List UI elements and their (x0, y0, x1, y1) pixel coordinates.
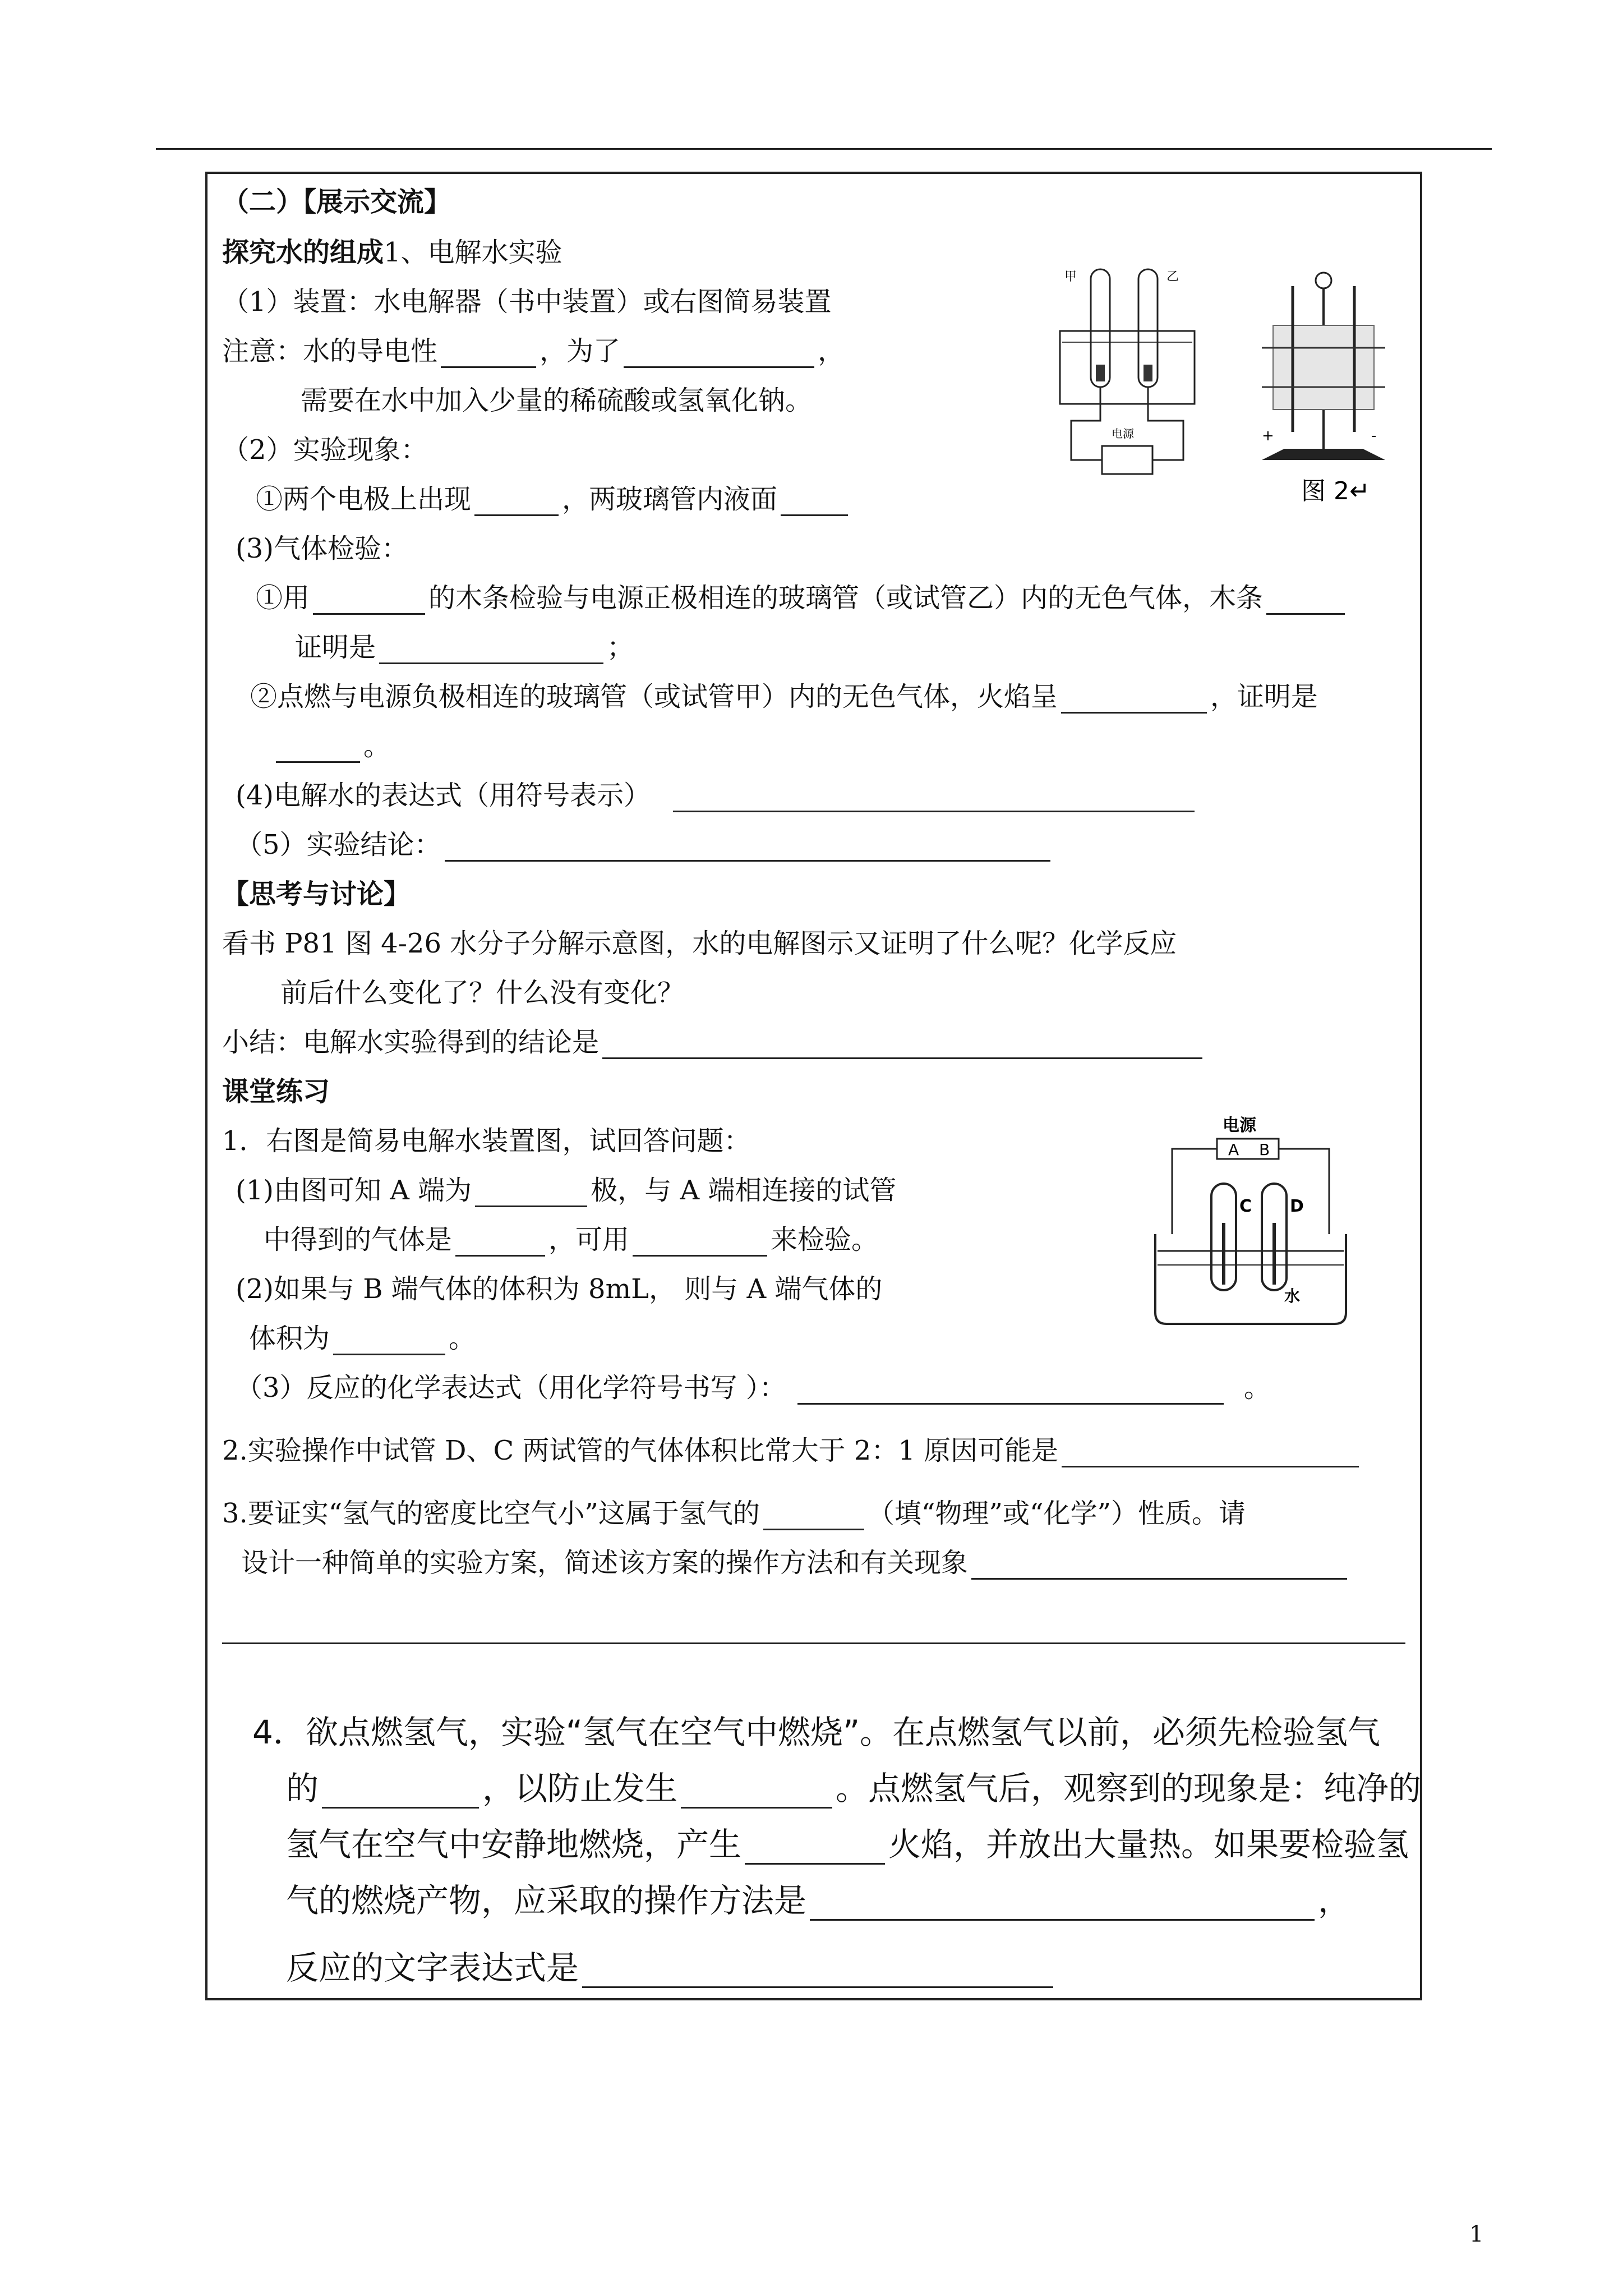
question-1: 1．右图是简易电解水装置图，试回答问题： (222, 1125, 751, 1157)
header-rule (156, 148, 1492, 150)
conclusion-line: （5）实验结论： (236, 828, 1054, 862)
think-title: 【思考与讨论】 (222, 878, 411, 910)
page-number: 1 (1469, 2221, 1484, 2247)
question-4d: 气的燃烧产物，应采取的操作方法是 ， (286, 1881, 1351, 1920)
svg-text:+: + (1262, 427, 1274, 444)
note-line-2: 需要在水中加入少量的稀硫酸或氢氧化钠。 (301, 385, 813, 416)
gas-test-1-proof: 证明是 ； (295, 632, 634, 663)
question-1-1: (1)由图可知 A 端为 极，与 A 端相连接的试管 (236, 1175, 897, 1206)
question-3b: 设计一种简单的实验方案，简述该方案的操作方法和有关现象 (241, 1546, 1350, 1580)
question-1-2: (2)如果与 B 端气体的体积为 8mL， 则与 A 端气体的 (236, 1273, 883, 1305)
phenomenon-1: ①两个电极上出现 ，两玻璃管内液面 (256, 482, 851, 516)
device-line: （1）装置：水电解器（书中装置）或右图简易装置 (222, 286, 832, 318)
question-2: 2.实验操作中试管 D、C 两试管的气体体积比常大于 2：1 原因可能是 (222, 1434, 1362, 1467)
question-4c: 氢气在空气中安静地燃烧，产生 火焰，并放出大量热。如果要检验氢 (286, 1825, 1409, 1864)
simple-apparatus-figure (1251, 264, 1396, 516)
svg-text:电源: 电源 (1223, 1116, 1256, 1135)
experiment-title: 探究水的组成1、电解水实验 (222, 237, 562, 268)
phenomenon-title: （2）实验现象： (222, 434, 428, 466)
think-line-1: 看书 P81 图 4-26 水分子分解示意图，水的电解图示又证明了什么呢？化学反应 (222, 928, 1177, 959)
svg-text:电源: 电源 (1112, 427, 1134, 440)
question-1-1b: 中得到的气体是 ，可用 来检验。 (264, 1224, 879, 1255)
svg-text:-: - (1371, 427, 1377, 444)
simple-electrolysis-figure (1144, 1111, 1357, 1335)
expression-line: (4)电解水的表达式（用符号表示） (236, 779, 1198, 812)
electrolysis-apparatus-figure (1049, 258, 1211, 482)
svg-text:A: A (1228, 1140, 1239, 1159)
svg-text:甲: 甲 (1064, 270, 1077, 284)
gas-test-2-end: 。 (273, 729, 390, 763)
question-4e: 反应的文字表达式是 (286, 1948, 1057, 1988)
gas-test-2: ②点燃与电源负极相连的玻璃管（或试管甲）内的无色气体，火焰呈 ，证明是 (250, 681, 1318, 712)
summary-line: 小结：电解水实验得到的结论是 (222, 1025, 1206, 1059)
gas-test-1: ①用 的木条检验与电源正极相连的玻璃管（或试管乙）内的无色气体，木条 (256, 581, 1348, 615)
question-1-3: （3）反应的化学表达式（用化学符号书写 ）： 。 (236, 1372, 1271, 1404)
answer-line (222, 1642, 1405, 1644)
think-line-2: 前后什么变化了？什么没有变化？ (280, 977, 685, 1009)
question-1-2b: 体积为 。 (249, 1323, 476, 1354)
note-line: 注意：水的导电性 ，为了 ， (222, 335, 845, 367)
section-title: （二）【展示交流】 (222, 186, 451, 218)
question-4b: 的 ，以防止发生 。点燃氢气后，观察到的现象是：纯净的 (286, 1769, 1422, 1807)
svg-text:B: B (1259, 1140, 1270, 1159)
svg-text:C: C (1239, 1197, 1252, 1216)
practice-title: 课堂练习 (222, 1076, 330, 1107)
svg-text:水: 水 (1284, 1287, 1301, 1305)
question-4: 4．欲点燃氢气，实验“氢气在空气中燃烧”。在点燃氢气以前，必须先检验氢气 (252, 1713, 1381, 1751)
svg-text:D: D (1290, 1197, 1304, 1216)
svg-text:乙: 乙 (1166, 270, 1179, 284)
gas-test-title: (3)气体检验： (236, 533, 408, 564)
question-3: 3.要证实“氢气的密度比空气小”这属于氢气的 （填“物理”或“化学”）性质。请 (222, 1498, 1246, 1529)
svg-text:图 2↵: 图 2↵ (1301, 477, 1370, 505)
